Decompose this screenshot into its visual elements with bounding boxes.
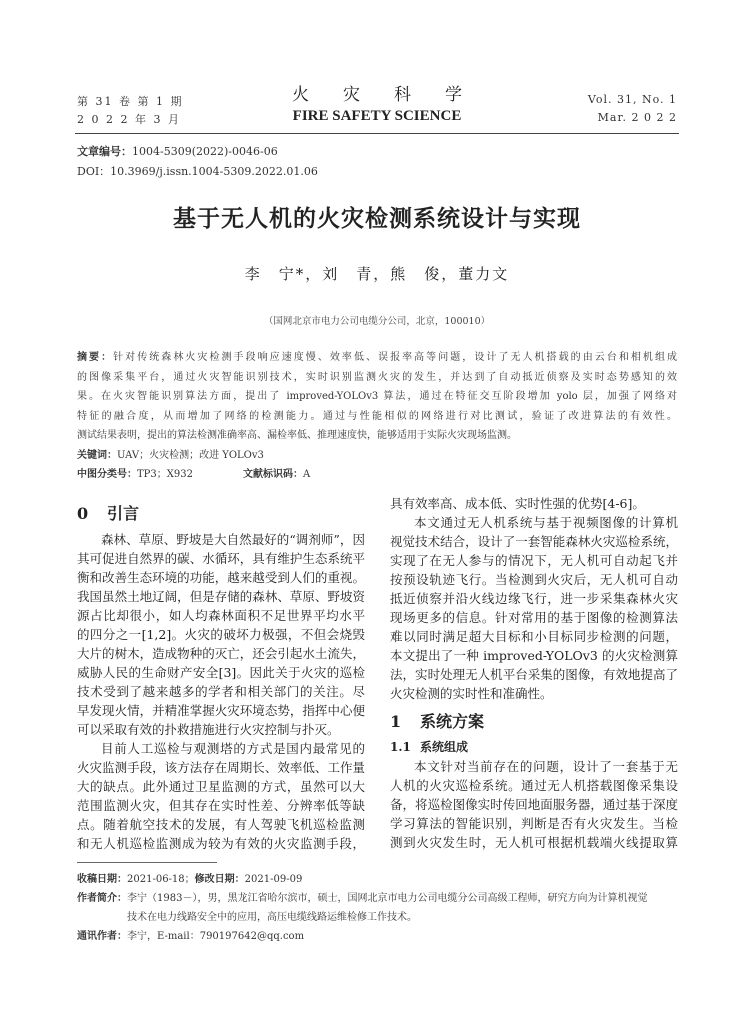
text-line: 森林、草原、野坡是大自然最好的“调剂师”，因 bbox=[101, 532, 365, 547]
clc-label: 中图分类号： bbox=[77, 469, 137, 480]
received-dates bbox=[77, 870, 697, 889]
corr-label: 通讯作者： bbox=[77, 931, 127, 942]
abstract bbox=[77, 348, 677, 485]
volume-issue: 第 31 卷 第 1 期 bbox=[77, 95, 184, 108]
classification bbox=[77, 465, 677, 485]
issue-date-cn: 2 0 2 2 年 3 月 bbox=[77, 113, 181, 126]
text-line: 火灾监测手段，该方法存在周期长、效率低、工作量 bbox=[77, 760, 365, 775]
text-line: 目前人工巡检与观测塔的方式是国内最常见的 bbox=[101, 741, 365, 756]
text-line: 其可促进自然界的碳、水循环，具有维护生态系统平 bbox=[77, 551, 365, 566]
text-line: 本文针对当前存在的问题，设计了一套基于无 bbox=[414, 759, 678, 774]
journal-title-cn: 火 灾 科 学 bbox=[292, 85, 462, 105]
text-line: 源占比却很小，如人均森林面积不足世界平均水平 bbox=[77, 608, 365, 623]
text-line: 威胁人民的生命财产安全[3]。因此关于火灾的巡检 bbox=[77, 665, 365, 680]
text-line: 我国虽然土地辽阔，但是存储的森林、草原、野坡资 bbox=[77, 589, 365, 604]
header-rule bbox=[75, 133, 679, 134]
footnote-rule bbox=[77, 862, 217, 863]
text-line: 按预设轨迹飞行。当检测到火灾后，无人机可自动 bbox=[390, 572, 678, 587]
doccode-label: 文献标识码： bbox=[242, 469, 303, 480]
text-line: 人机的火灾巡检系统。通过无人机搭载图像采集设 bbox=[390, 778, 678, 793]
text-line: 难以同时满足超大目标和小目标同步检测的问题， bbox=[390, 629, 678, 644]
text-line: 本文提出了一种 improved-YOLOv3 的火灾检测算 bbox=[390, 648, 678, 663]
text-line: 可以采取有效的扑救措施进行火灾控制与扑灭。 bbox=[77, 722, 340, 737]
section-title: 引言 bbox=[107, 504, 140, 523]
subsection-title: 系统组成 bbox=[420, 740, 469, 754]
section-number: 0 bbox=[77, 504, 89, 523]
text-line: 大的缺点。此外通过卫星监测的方式，虽然可以大 bbox=[77, 779, 365, 794]
corresponding-author bbox=[77, 927, 697, 946]
keywords-label: 关键词： bbox=[77, 449, 117, 461]
subsection-number: 1.1 bbox=[390, 740, 411, 754]
text-line: 测到火灾发生时，无人机可根据机载端火线提取算 bbox=[390, 835, 678, 850]
received-label: 收稿日期： bbox=[77, 874, 127, 885]
text-line: 早发现火情，并精准掌握火灾环境态势，指挥中心便 bbox=[77, 703, 365, 718]
subsection-1-1-heading bbox=[390, 737, 678, 757]
article-number-value: 1004-5309(2022)-0046-06 bbox=[132, 145, 278, 158]
revised-label: 修改日期： bbox=[194, 874, 245, 885]
section-title: 系统方案 bbox=[420, 712, 485, 731]
affiliation: （国网北京市电力公司电缆分公司，北京，100010） bbox=[263, 316, 491, 327]
corr-value: 李宁，E-mail：790197642@qq.com bbox=[127, 931, 305, 942]
abstract-label: 摘要： bbox=[77, 352, 114, 363]
doccode-value: A bbox=[302, 469, 311, 480]
text-line bbox=[77, 348, 677, 368]
section-0-heading bbox=[77, 502, 365, 530]
article-number bbox=[77, 143, 278, 159]
article-number-label: 文章编号： bbox=[77, 145, 132, 158]
text-line: 具有效率高、成本低、实时性强的优势[4-6]。 bbox=[390, 496, 645, 511]
received-value: 2021-06-18； bbox=[127, 874, 195, 885]
text-line: 现场更多的信息。针对常用的基于图像的检测算法 bbox=[390, 610, 678, 625]
keywords bbox=[77, 446, 677, 466]
text-line: 视觉技术结合，设计了一套智能森林火灾巡检系统， bbox=[390, 534, 678, 549]
issue-date-en: Mar. 2 0 2 2 bbox=[597, 111, 677, 124]
text-line: 点。随着航空技术的发展，有人驾驶飞机巡检监测 bbox=[77, 817, 365, 832]
right-column bbox=[390, 494, 678, 852]
text-line: 抵近侦察并沿火线边缘飞行，进一步采集森林火灾 bbox=[390, 591, 678, 606]
text-line: 范围监测火灾，但其存在实时性差、分辨率低等缺 bbox=[77, 798, 365, 813]
paper-title: 基于无人机的火灾检测系统设计与实现 bbox=[173, 206, 581, 232]
text-line: 衡和改善生态环境的功能，越来越受到人们的重视。 bbox=[77, 570, 365, 585]
bio-label: 作者简介： bbox=[77, 893, 127, 904]
section-number: 1 bbox=[390, 712, 402, 731]
bio-line-2: 技术在电力线路安全中的应用，高压电缆线路运维检修工作技术。 bbox=[127, 912, 417, 923]
text-line: 备，将巡检图像实时传回地面服务器，通过基于深度 bbox=[390, 797, 678, 812]
text-line: 特征的融合度，从而增加了网络的检测能力。通过与性能相似的网络进行对比测试，验证了改进算法的有效性。 bbox=[77, 410, 677, 422]
text-line: 的四分之一[1,2]。火灾的破坏力极强，不但会烧毁 bbox=[77, 627, 365, 642]
bio-line-1: 李宁（1983－），男，黑龙江省哈尔滨市，硕士，国网北京市电力公司电缆分公司高级工程师，研究方向为计算机视觉 bbox=[127, 893, 648, 904]
text-line: 技术受到了越来越多的学者和相关部门的关注。尽 bbox=[77, 684, 365, 699]
keywords-value: UAV；火灾检测；改进 YOLOv3 bbox=[117, 449, 264, 461]
abstract-text: 针对传统森林火灾检测手段响应速度慢、效率低、误报率高等问题，设计了无人机搭载的由云台和相机组成 bbox=[113, 352, 678, 363]
text-line: 测试结果表明，提出的算法检测准确率高、漏检率低、推理速度快，能够适用于实际火灾现场监测。 bbox=[77, 430, 517, 441]
text-line: 的图像采集平台，通过火灾智能识别技术，实时识别监测火灾的发生，并达到了自动抵近侦察及实时态势感知的效 bbox=[77, 371, 677, 383]
volume-issue-en: Vol. 31, No. 1 bbox=[587, 93, 677, 106]
footnotes bbox=[77, 870, 697, 946]
text-line: 大片的树木，造成物种的灭亡，还会引起水土流失， bbox=[77, 646, 365, 661]
left-column bbox=[77, 502, 365, 853]
text-line: 和无人机巡检监测成为较为有效的火灾监测手段， bbox=[77, 836, 365, 851]
text-line: 果。在火灾智能识别算法方面，提出了 improved-YOLOv3 算法，通过在特征交互阶段增加 yolo 层，加强了网络对 bbox=[77, 391, 677, 402]
authors: 李 宁*，刘 青，熊 俊，董力文 bbox=[244, 265, 510, 283]
text-line: 学习算法的智能识别，判断是否有火灾发生。当检 bbox=[390, 816, 678, 831]
journal-title-en: FIRE SAFETY SCIENCE bbox=[292, 108, 462, 124]
text-line: 本文通过无人机系统与基于视频图像的计算机 bbox=[414, 515, 678, 530]
text-line: 实现了在无人参与的情况下，无人机可自动起飞并 bbox=[390, 553, 678, 568]
section-1-heading bbox=[390, 707, 678, 737]
clc-value: TP3；X932 bbox=[137, 469, 193, 480]
revised-value: 2021-09-09 bbox=[244, 874, 303, 885]
author-bio bbox=[77, 889, 697, 908]
doi: DOI：10.3969/j.issn.1004-5309.2022.01.06 bbox=[77, 165, 318, 178]
text-line: 火灾检测的实时性和准确性。 bbox=[390, 686, 553, 701]
text-line: 法，实时处理无人机平台采集的图像，有效地提高了 bbox=[390, 667, 678, 682]
